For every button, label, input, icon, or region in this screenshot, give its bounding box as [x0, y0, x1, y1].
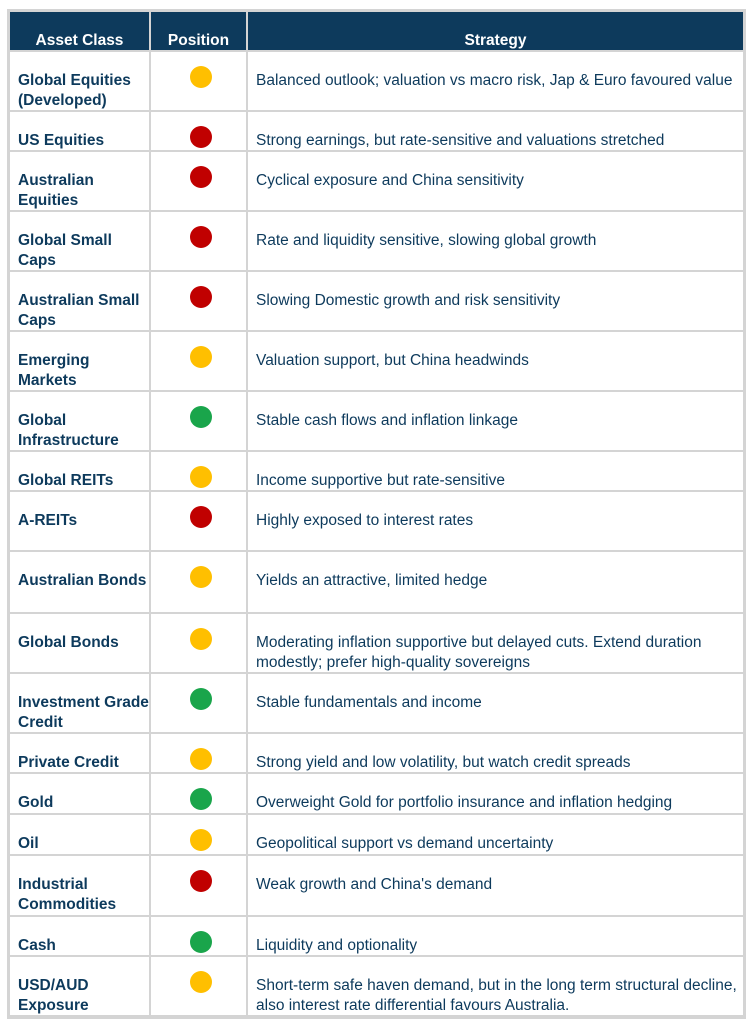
position-amber-indicator-icon	[190, 66, 212, 88]
asset-allocation-table	[7, 9, 746, 1019]
asset-class-investment-grade-credit: Investment Grade Credit	[10, 674, 149, 732]
asset-class-cash: Cash	[10, 917, 149, 955]
strategy-usd-aud-exposure: Short-term safe haven demand, but in the long term structural decline, also interest rate differential favours Australia.	[248, 957, 743, 1015]
asset-class-industrial-commodities: Industrial Commodities	[10, 856, 149, 915]
asset-class-australian-equities: Australian Equities	[10, 152, 149, 210]
strategy-private-credit: Strong yield and low volatility, but watch credit spreads	[248, 734, 743, 772]
header-position: Position	[151, 12, 246, 50]
strategy-australian-equities: Cyclical exposure and China sensitivity	[248, 152, 743, 210]
position-red-indicator-icon	[190, 226, 212, 248]
position-cell-us-equities	[151, 112, 246, 150]
asset-class-australian-bonds: Australian Bonds	[10, 552, 149, 612]
position-cell-global-reits	[151, 452, 246, 490]
position-cell-australian-equities	[151, 152, 246, 210]
position-red-indicator-icon	[190, 506, 212, 528]
strategy-a-reits: Highly exposed to interest rates	[248, 492, 743, 550]
strategy-global-infrastructure: Stable cash flows and inflation linkage	[248, 392, 743, 450]
position-cell-investment-grade-credit	[151, 674, 246, 732]
position-amber-indicator-icon	[190, 628, 212, 650]
position-cell-oil	[151, 815, 246, 854]
asset-class-usd-aud-exposure: USD/AUD Exposure	[10, 957, 149, 1015]
strategy-industrial-commodities: Weak growth and China's demand	[248, 856, 743, 915]
strategy-us-equities: Strong earnings, but rate-sensitive and valuations stretched	[248, 112, 743, 150]
header-asset-class: Asset Class	[10, 12, 149, 50]
position-red-indicator-icon	[190, 286, 212, 308]
asset-class-gold: Gold	[10, 774, 149, 813]
strategy-gold: Overweight Gold for portfolio insurance and inflation hedging	[248, 774, 743, 813]
position-cell-cash	[151, 917, 246, 955]
asset-class-global-reits: Global REITs	[10, 452, 149, 490]
position-amber-indicator-icon	[190, 346, 212, 368]
strategy-global-equities-developed: Balanced outlook; valuation vs macro risk, Jap & Euro favoured value	[248, 52, 743, 110]
strategy-global-small-caps: Rate and liquidity sensitive, slowing global growth	[248, 212, 743, 270]
position-green-indicator-icon	[190, 406, 212, 428]
position-cell-global-small-caps	[151, 212, 246, 270]
position-cell-industrial-commodities	[151, 856, 246, 915]
asset-class-global-infrastructure: Global Infrastructure	[10, 392, 149, 450]
strategy-oil: Geopolitical support vs demand uncertainty	[248, 815, 743, 854]
position-cell-australian-small-caps	[151, 272, 246, 330]
asset-class-oil: Oil	[10, 815, 149, 854]
strategy-global-bonds: Moderating inflation supportive but delayed cuts. Extend duration modestly; prefer high-quality sovereigns	[248, 614, 743, 672]
strategy-australian-bonds: Yields an attractive, limited hedge	[248, 552, 743, 612]
position-cell-global-equities-developed	[151, 52, 246, 110]
asset-class-a-reits: A-REITs	[10, 492, 149, 550]
position-green-indicator-icon	[190, 788, 212, 810]
position-green-indicator-icon	[190, 931, 212, 953]
position-cell-gold	[151, 774, 246, 813]
strategy-investment-grade-credit: Stable fundamentals and income	[248, 674, 743, 732]
position-red-indicator-icon	[190, 166, 212, 188]
strategy-cash: Liquidity and optionality	[248, 917, 743, 955]
position-red-indicator-icon	[190, 126, 212, 148]
asset-class-global-small-caps: Global Small Caps	[10, 212, 149, 270]
asset-class-global-bonds: Global Bonds	[10, 614, 149, 672]
strategy-australian-small-caps: Slowing Domestic growth and risk sensitivity	[248, 272, 743, 330]
position-amber-indicator-icon	[190, 466, 212, 488]
asset-class-global-equities-developed: Global Equities (Developed)	[10, 52, 149, 110]
position-cell-private-credit	[151, 734, 246, 772]
asset-class-emerging-markets: Emerging Markets	[10, 332, 149, 390]
position-green-indicator-icon	[190, 688, 212, 710]
position-amber-indicator-icon	[190, 971, 212, 993]
position-cell-global-bonds	[151, 614, 246, 672]
asset-class-australian-small-caps: Australian Small Caps	[10, 272, 149, 330]
asset-class-us-equities: US Equities	[10, 112, 149, 150]
strategy-global-reits: Income supportive but rate-sensitive	[248, 452, 743, 490]
position-cell-global-infrastructure	[151, 392, 246, 450]
position-cell-australian-bonds	[151, 552, 246, 612]
position-amber-indicator-icon	[190, 748, 212, 770]
position-amber-indicator-icon	[190, 829, 212, 851]
position-cell-usd-aud-exposure	[151, 957, 246, 1015]
position-red-indicator-icon	[190, 870, 212, 892]
strategy-emerging-markets: Valuation support, but China headwinds	[248, 332, 743, 390]
asset-class-private-credit: Private Credit	[10, 734, 149, 772]
position-cell-emerging-markets	[151, 332, 246, 390]
header-strategy: Strategy	[248, 12, 743, 50]
position-amber-indicator-icon	[190, 566, 212, 588]
position-cell-a-reits	[151, 492, 246, 550]
